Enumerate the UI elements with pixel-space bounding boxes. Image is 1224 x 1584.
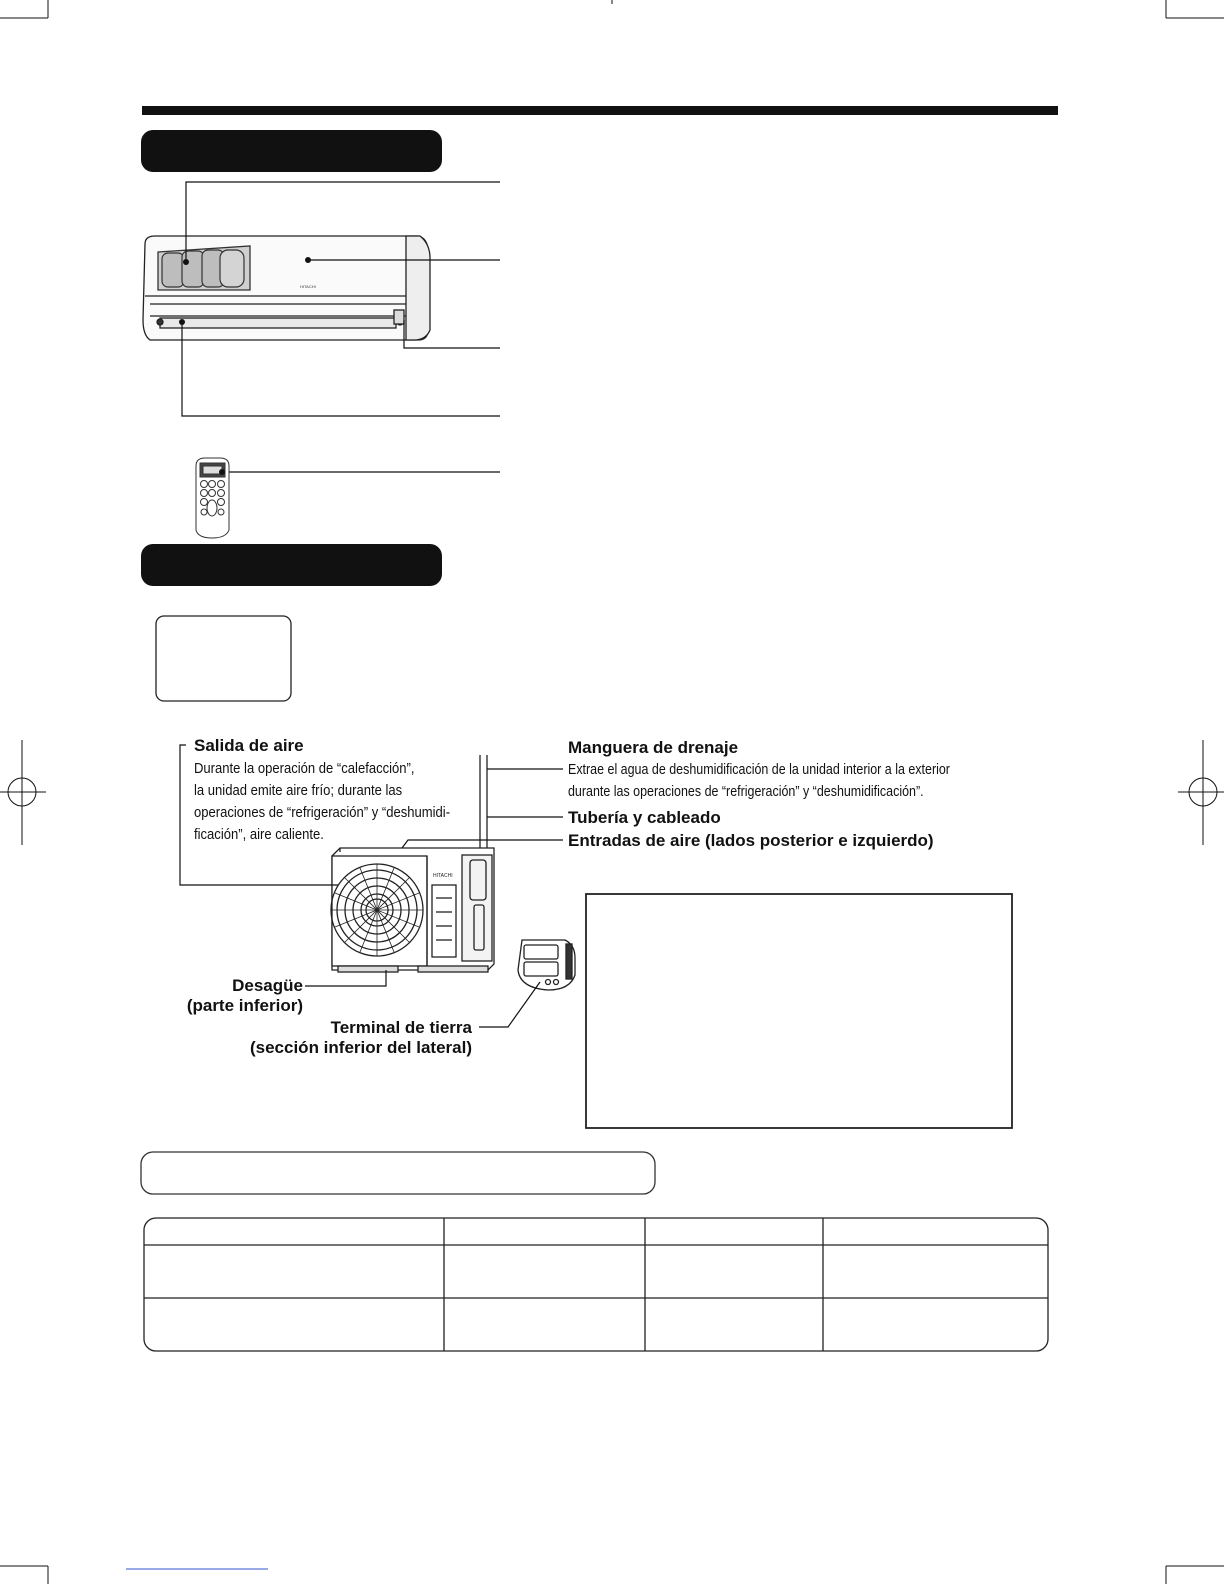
ground-terminal-label [200,1018,472,1058]
ground-terminal-line: (sección inferior del lateral) [249,1038,472,1057]
section-pill-outdoor [141,544,442,586]
ground-terminal-line: Terminal de tierra [330,1018,472,1037]
drain-hose-desc [568,759,1012,803]
air-outlet-line: operaciones de “refrigeración” y “deshumidi- [194,805,451,821]
drain-label [150,976,303,1016]
legend-box [156,616,291,701]
air-outlet-line: la unidad emite aire frío; durante las [194,783,403,799]
spec-table [144,1218,1048,1351]
air-outlet-line: Durante la operación de “calefacción”, [194,761,415,777]
dot-air-outlet [179,319,185,325]
section-pill-indoor [141,130,442,172]
dot-display [183,259,189,265]
header-rule [142,106,1058,115]
air-outlet-title: Salida de aire [194,736,304,755]
svg-text:HITACHI: HITACHI [300,284,316,289]
table-caption-pill [141,1152,655,1194]
drain-hose-title: Manguera de drenaje [568,738,739,757]
dot-front-panel [305,257,311,263]
drain-label-line: (parte inferior) [186,996,303,1015]
outdoor-brand: HITACHI [433,873,453,879]
air-outlet-desc [194,758,479,846]
drain-hose-line: Extrae el agua de deshumidificación de la unidad interior a la exterior [568,762,950,778]
drain-hose-line: durante las operaciones de “refrigeración” y “deshumidificación”. [568,784,924,800]
drain-label-line: Desagüe [232,976,303,995]
air-outlet-line: ficación”, aire caliente. [194,827,324,843]
note-box [586,894,1012,1128]
air-inlets-label: Entradas de aire (lados posterior e izquierdo) [568,831,934,850]
piping-label: Tubería y cableado [568,808,721,827]
